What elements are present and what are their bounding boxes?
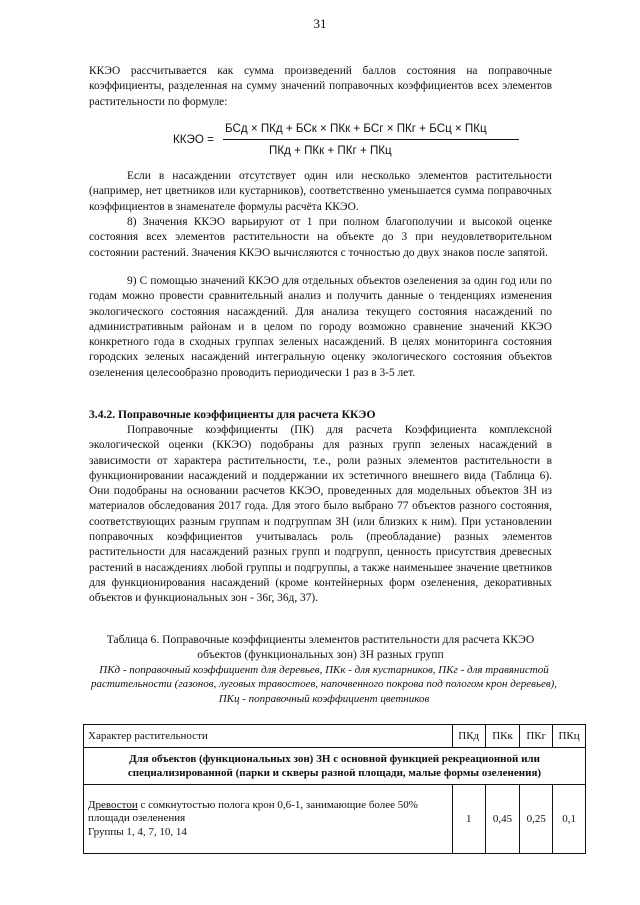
header-vegetation: Характер растительности xyxy=(84,725,453,748)
row-description xyxy=(84,785,453,854)
row-pkd: 1 xyxy=(452,785,485,854)
header-pkg: ПКг xyxy=(520,725,553,748)
intro-paragraph: ККЭО рассчитывается как сумма произведений баллов состояния на поправочные коэффициенты, разделенная на сумму значений поправочных коэффициентов всех элементов растительности по формуле: xyxy=(89,65,552,108)
formula-denominator: ПКд + ПКк + ПКг + ПКц xyxy=(269,144,392,157)
paragraph-9: 9) С помощью значений ККЭО для отдельных объектов озеленения за один год или по годам можно провести сравнительный анализ и получить данные о тенденциях изменения экологического состояния насаждений. Для анализа текущего состояния насаждений по административным районам и в целом по городу возможно сравнение значений ККЭО конкретного года в сходных группах зеленых насаждений. В целях мониторинга состояния городских зеленых насаждений интегральную оценку экологического состояния объектов озеленения целесообразно проводить периодически 1 раз в 3-5 лет. xyxy=(89,275,552,379)
formula-numerator: БСд × ПКд + БСк × ПКк + БСг × ПКг + БСц × ПКц xyxy=(225,122,487,135)
kkeo-formula xyxy=(173,120,533,164)
table-caption: Таблица 6. Поправочные коэффициенты элементов растительности для расчета ККЭО объектов (функциональных зон) ЗН разных групп xyxy=(106,633,535,661)
row-term: Древостои xyxy=(88,798,138,811)
row-pkk: 0,45 xyxy=(485,785,520,854)
row-pkg: 0,25 xyxy=(520,785,553,854)
table-header-row xyxy=(84,725,586,748)
header-pkd: ПКд xyxy=(452,725,485,748)
table-row xyxy=(84,785,586,854)
row-pkc: 0,1 xyxy=(553,785,586,854)
section-paragraph: Поправочные коэффициенты (ПК) для расчета Коэффициента комплексной экологической оценки (ККЭО) подобраны для разных групп зеленых насаждений в зависимости от характера растительности, т.е., роли разных элементов растительности в функционировании насаждений и поддержании их эстетичного внешнего вида (Таблица 6). Они подобраны на основании расчетов ККЭО, проведенных для модельных объектов ЗН из материалов обследования 2017 года. Для этого было выбрано 77 объектов разного состояния, соответствующих разным группам и подгруппам ЗН (или близких к ним). При установлении поправочных коэффициентов учитывалась роль (преобладание) разных элементов растительности для насаждений разных групп и подгрупп, ценность присутствия древесных растений в насаждениях любой группы и подгруппы, а также наименьшее значение цветников для функционирования насаждений (кроме контейнерных форм озеленения, декоративных объектов и функциональных зон - 36г, 36д, 37). xyxy=(89,424,552,605)
formula-lhs: ККЭО = xyxy=(173,133,214,146)
paragraph-8: 8) Значения ККЭО варьируют от 1 при полном благополучии и высокой оценке состояния всех элементов растительности на объекте до 3 при неудовлетворительном состоянии растений. Значения ККЭО вычисляются с точностью до двух знаков после запятой. xyxy=(89,216,552,259)
header-pkk: ПКк xyxy=(485,725,520,748)
table-group-row xyxy=(84,748,586,785)
row-text: с сомкнутостью полога крон 0,6-1, занимающие более 50% площади озеленения xyxy=(88,798,418,825)
section-heading: 3.4.2. Поправочные коэффициенты для расчета ККЭО xyxy=(89,408,376,421)
header-pkc: ПКц xyxy=(553,725,586,748)
group-title: Для объектов (функциональных зон) ЗН с основной функцией рекреационной или специализированной (парки и скверы разной площади, малые формы озеленения) xyxy=(84,748,586,785)
fraction-bar xyxy=(223,139,519,140)
row-groups: Группы 1, 4, 7, 10, 14 xyxy=(88,825,187,838)
page-number: 31 xyxy=(313,16,327,31)
paragraph-missing-elements: Если в насаждении отсутствует один или несколько элементов растительности (например, нет цветников или кустарников), соответственно уменьшается сумма поправочных коэффициентов в знаменателе формулы расчёта ККЭО. xyxy=(89,170,552,213)
coefficients-table xyxy=(83,724,586,854)
table-legend: ПКд - поправочный коэффициент для деревьев, ПКк - для кустарников, ПКг - для травянистой растительности (газонов, луговых травостоев, напочвенного покрова под пологом крон деревьев), ПКц - поправочный коэффициент цветников xyxy=(90,664,558,705)
